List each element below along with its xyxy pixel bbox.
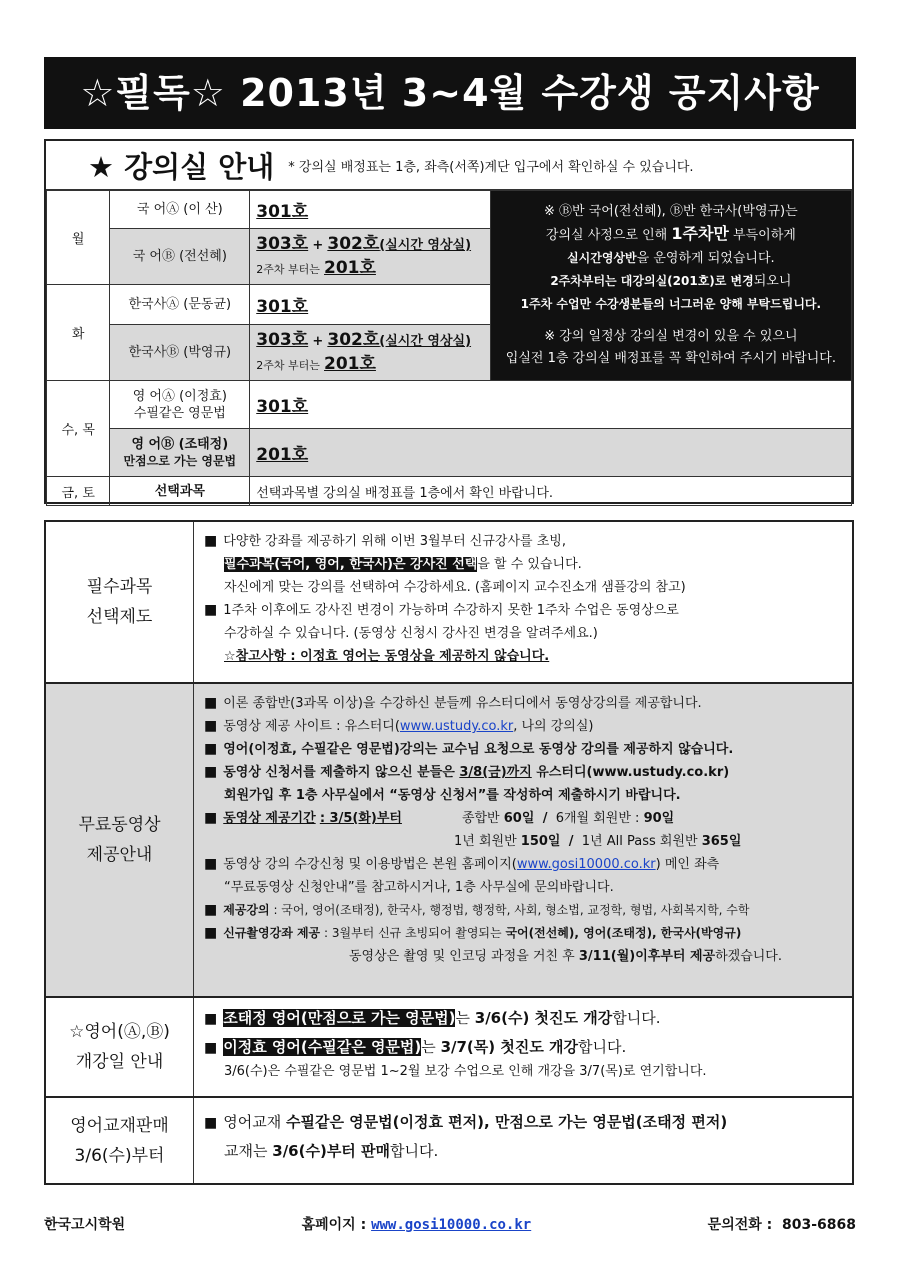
required-highlight: 필수과목(국어, 영어, 한국사)은 강사진 선택 xyxy=(224,557,478,572)
day-tue: 화 xyxy=(47,285,110,381)
english-a-suffix: 합니다. xyxy=(612,1009,661,1027)
required-line2: 을 할 수 있습니다. xyxy=(477,557,582,572)
video-row: 무료동영상 제공안내 ■ 이론 종합반(3과목 이상)을 수강하신 분들께 유스터디에서 동영상강의를 제공합니다. ■ 동영상 제공 사이트 : 유스터디(www.ustudy.co.kr, 나의 강의실) ■ 영어(이정효, 수필같은 영문법)강의는 교수님 요청으로 동영상 강의를 제공하지 않습니다. ■ 동영상 신청서를 제출하지 않으신 분들은 3/8(금)까지 유스터디(www.ustudy.co.kr) 회원가입 후 1층 사무실에서 “동영상 신청서”를 작성하여 제출하시기 바랍니다. ■ 동영상 제공기간 : 3/5(화)부터 종합반 60일 / 6개월 회원반 : 90일 1년 회원반 150일 / 1년 All Pass 회원반 365일 ■ 동영상 강의 수강신청 및 이용방법은 본원 홈페이지(www.gosi10000.co.kr) 메인 좌측 “무료동영상 신청안내”를 참고하시거나, 1층 사무실에 문의바랍니다. ■ 제공강의 : 국어, 영어(조태정), 한국사, 행정법, 행정학, 사회, 형소법, 교정학, 형법, 사회복지학, 수학 ■ 신규촬영강좌 제공 : 3월부터 신규 초빙되어 촬영되는 국어(전선혜), 영어(조태정), 한국사(박영규) 동영상은 촬영 및 인코딩 과정을 거친 후 3/11(월)이후부터 제공하겠습니다. xyxy=(46,684,852,998)
video-allpass-label: 1년 All Pass 회원반 xyxy=(581,834,698,849)
room-tue-a: 301호 xyxy=(256,297,309,317)
video-line2-suffix: , 나의 강의실) xyxy=(513,719,594,734)
english-b-start: 3/7(목) 첫진도 개강 xyxy=(440,1038,579,1056)
subject-wed-b: 영 어Ⓑ (조태정) xyxy=(131,436,229,452)
classroom-note: * 강의실 배정표는 1층, 좌측(서쪽)계단 입구에서 확인하실 수 있습니다. xyxy=(288,159,694,175)
room-tue-b-2-note: (실시간 영상실) xyxy=(379,333,472,349)
video-new-text: : 3월부터 신규 초빙되어 촬영되는 xyxy=(323,926,502,940)
subject-mon-a: 국 어Ⓐ (이 산) xyxy=(110,191,250,229)
notice-line1-suffix: 는 xyxy=(785,204,798,219)
required-line5: 수강하실 수 있습니다. (동영상 신청시 강사진 변경을 알려주세요.) xyxy=(224,626,598,641)
day-wed-thu: 수, 목 xyxy=(47,381,110,477)
room-tue-b-1: 303호 xyxy=(256,329,309,350)
plus-sign: + xyxy=(312,237,324,253)
video-line8: 동영상 강의 수강신청 및 이용방법은 본원 홈페이지( xyxy=(223,857,517,872)
required-reference: ☆참고사항 : 이정효 영어는 동영상을 제공하지 않습니다. xyxy=(224,649,550,664)
elective-note: 선택과목별 강의실 배정표를 1층에서 확인 바랍니다. xyxy=(250,477,852,506)
classroom-header xyxy=(46,141,852,190)
footer xyxy=(44,1214,856,1234)
notice-week2-change: 2주차부터는 대강의실(201호)로 변경 xyxy=(550,274,754,288)
week2-prefix: 2주차 부터는 xyxy=(256,262,320,276)
day-mon: 월 xyxy=(47,191,110,285)
classroom-heading: ★ 강의실 안내 xyxy=(88,149,275,184)
video-comp-days: 60일 xyxy=(503,811,535,826)
video-courses-label: 제공강의 xyxy=(223,903,270,917)
english-row: ☆영어(Ⓐ,Ⓑ) 개강일 안내 ■ 조태정 영어(만점으로 가는 영문법)는 3/6(수) 첫진도 개강합니다. ■ 이정효 영어(수필같은 영문법)는 3/7(목) 첫진도 개강합니다. 3/6(수)은 수필같은 영문법 1~2월 보강 수업으로 인해 개강을 3/7(목)로 연기합니다. xyxy=(46,998,852,1098)
classroom-section xyxy=(44,139,854,504)
subject-mon-b: 국 어Ⓑ (전선혜) xyxy=(110,229,250,285)
video-period-start: : 3/5(화)부터 xyxy=(319,811,402,826)
english-a-start: 3/6(수) 첫진도 개강 xyxy=(474,1009,613,1027)
ustudy-link[interactable]: www.ustudy.co.kr xyxy=(399,719,514,734)
notice-line4-suffix: 되오니 xyxy=(753,274,792,289)
english-b-particle: 는 xyxy=(421,1038,436,1056)
subject-wed-b-book: 만점으로 가는 영문법 xyxy=(123,453,237,468)
video-new-teachers: 국어(전선혜), 영어(조태정), 한국사(박영규) xyxy=(505,926,742,940)
video-line5: 회원가입 후 1층 사무실에서 “동영상 신청서”를 작성하여 제출하시기 바랍니다. xyxy=(224,788,681,803)
footer-phone: 803-6868 xyxy=(782,1217,856,1233)
english-label-2: 개강일 안내 xyxy=(75,1052,164,1072)
required-label-2: 선택제도 xyxy=(86,607,153,627)
video-period-label: 동영상 제공기간 xyxy=(223,811,316,826)
video-new-label: 신규촬영강좌 제공 xyxy=(223,926,321,940)
books-line2: 교재는 xyxy=(224,1142,268,1160)
subject-wed-a: 영 어Ⓐ (이정효) xyxy=(132,388,227,404)
english-b-highlight: 이정효 영어(수필같은 영문법) xyxy=(223,1038,422,1056)
video-label-2: 제공안내 xyxy=(86,845,153,865)
books-label-1: 영어교재판매 xyxy=(70,1115,169,1136)
video-6m-label: 6개월 회원반 : xyxy=(555,811,640,826)
footer-org: 한국고시학원 xyxy=(44,1217,126,1233)
books-line2-suffix: 합니다. xyxy=(390,1142,439,1160)
notice-line6: ※ 강의 일정상 강의실 변경이 있을 수 있으니 xyxy=(544,329,798,344)
room-wed-b: 201호 xyxy=(256,445,309,465)
room-tue-b-2: 302호 xyxy=(327,329,380,350)
video-line9: “무료동영상 신청안내”를 참고하시거나, 1층 사무실에 문의바랍니다. xyxy=(224,880,614,895)
classroom-table xyxy=(46,190,852,506)
video-allpass-days: 365일 xyxy=(701,834,742,849)
footer-home-label: 홈페이지 : xyxy=(301,1217,367,1233)
page-title: ☆필독☆ 2013년 3~4월 수강생 공지사항 xyxy=(44,57,856,129)
books-titles: 수필같은 영문법(이정효 편저), 만점으로 가는 영문법(조태정 편저) xyxy=(285,1113,728,1131)
video-deadline: 3/8(금)까지 xyxy=(459,765,532,780)
books-line1: 영어교재 xyxy=(223,1113,282,1131)
room-change-notice xyxy=(490,191,851,381)
slash: / xyxy=(568,834,574,849)
room-mon-b-2: 302호 xyxy=(327,233,380,254)
footer-phone-label: 문의전화 : xyxy=(707,1217,773,1233)
notice-line2: 강의실 사정으로 인해 xyxy=(545,228,668,243)
notice-line3: 을 운영하게 되었습니다. xyxy=(636,251,775,266)
subject-wed-a-book: 수필같은 영문법 xyxy=(133,405,226,421)
video-line8-suffix: ) 메인 좌측 xyxy=(655,857,720,872)
room-mon-b-2-note: (실시간 영상실) xyxy=(379,237,472,253)
room-mon-a: 301호 xyxy=(256,202,309,222)
video-line2: 동영상 제공 사이트 : 유스터디( xyxy=(223,719,400,734)
books-label-2: 3/6(수)부터 xyxy=(74,1145,165,1166)
video-line12-suffix: 하겠습니다. xyxy=(715,949,783,964)
books-row: 영어교재판매 3/6(수)부터 ■ 영어교재 수필같은 영문법(이정효 편저), 만점으로 가는 영문법(조태정 편저) 교재는 3/6(수)부터 판매합니다. xyxy=(46,1098,852,1183)
gosi-link[interactable]: www.gosi10000.co.kr xyxy=(516,857,656,872)
english-a-highlight: 조태정 영어(만점으로 가는 영문법) xyxy=(223,1009,456,1027)
notice-line1: ※ Ⓑ반 국어(전선혜), Ⓑ반 한국사(박영규) xyxy=(544,204,786,219)
english-b-suffix: 합니다. xyxy=(578,1038,627,1056)
video-1y-days: 150일 xyxy=(520,834,561,849)
video-comp-label: 종합반 xyxy=(461,811,500,826)
notice-line5: 1주차 수업만 수강생분들의 너그러운 양해 부탁드립니다. xyxy=(520,297,822,311)
notice-line2-suffix: 부득이하게 xyxy=(733,228,796,243)
subject-elective: 선택과목 xyxy=(110,477,250,506)
room-tue-b-week2: 201호 xyxy=(324,353,376,374)
notice-week1-only: 1주차만 xyxy=(671,224,729,243)
notice-line7: 입실전 1층 강의실 배정표를 꼭 확인하여 주시기 바랍니다. xyxy=(505,351,836,366)
required-line3: 자신에게 맞는 강의를 선택하여 수강하세요. (홈페이지 교수진소개 샘플강의 참고) xyxy=(224,580,686,595)
subject-tue-a: 한국사Ⓐ (문동균) xyxy=(110,285,250,325)
slash: / xyxy=(542,811,548,826)
footer-home-link[interactable]: www.gosi10000.co.kr xyxy=(371,1217,532,1233)
plus-sign: + xyxy=(312,333,324,349)
room-wed-a: 301호 xyxy=(256,397,309,417)
video-1y-label: 1년 회원반 xyxy=(454,834,517,849)
required-label-1: 필수과목 xyxy=(86,577,153,597)
room-mon-b-week2: 201호 xyxy=(324,257,376,278)
english-label-1: ☆영어(Ⓐ,Ⓑ) xyxy=(69,1022,170,1042)
notice-section xyxy=(44,520,854,1185)
video-courses-list: : 국어, 영어(조태정), 한국사, 행정법, 행정학, 사회, 형소법, 교정학, 형법, 사회복지학, 수학 xyxy=(273,903,750,917)
subject-tue-b: 한국사Ⓑ (박영규) xyxy=(110,325,250,381)
video-line12: 동영상은 촬영 및 인코딩 과정을 거친 후 xyxy=(349,949,575,964)
video-line4: 동영상 신청서를 제출하지 않으신 분들은 xyxy=(223,765,455,780)
week2-prefix: 2주차 부터는 xyxy=(256,358,320,372)
required-line1: 다양한 강좌를 제공하기 위해 이번 3월부터 신규강사를 초빙, xyxy=(223,534,566,549)
english-a-particle: 는 xyxy=(455,1009,470,1027)
video-release-date: 3/11(월)이후부터 제공 xyxy=(578,949,716,964)
required-row: 필수과목 선택제도 ■ 다양한 강좌를 제공하기 위해 이번 3월부터 신규강사를 초빙, 필수과목(국어, 영어, 한국사)은 강사진 선택을 할 수 있습니다. 자신에게 맞는 강의를 선택하여 수강하세요. (홈페이지 교수진소개 샘플강의 참고) ■ 1주차 이후에도 강사진 변경이 가능하며 수강하지 못한 1주차 수업은 동영상으로 수강하실 수 있습니다. (동영상 신청시 강사진 변경을 알려주세요.) ☆참고사항 : 이정효 영어는 동영상을 제공하지 않습니다. xyxy=(46,522,852,684)
video-6m-days: 90일 xyxy=(643,811,675,826)
video-label-1: 무료동영상 xyxy=(78,815,161,835)
room-mon-b-1: 303호 xyxy=(256,233,309,254)
video-line3: 영어(이정효, 수필같은 영문법)강의는 교수님 요청으로 동영상 강의를 제공하지 않습니다. xyxy=(223,742,734,757)
notice-live-class: 실시간영상반 xyxy=(567,251,637,265)
day-fri-sat: 금, 토 xyxy=(47,477,110,506)
video-line4-site: 유스터디(www.ustudy.co.kr) xyxy=(536,765,730,780)
books-sale-date: 3/6(수)부터 판매 xyxy=(272,1142,391,1160)
english-line3: 3/6(수)은 수필같은 영문법 1~2월 보강 수업으로 인해 개강을 3/7(목)로 연기합니다. xyxy=(224,1064,707,1079)
video-line1: 이론 종합반(3과목 이상)을 수강하신 분들께 유스터디에서 동영상강의를 제공합니다. xyxy=(223,696,702,711)
required-line4: 1주차 이후에도 강사진 변경이 가능하며 수강하지 못한 1주차 수업은 동영상으로 xyxy=(223,603,679,618)
